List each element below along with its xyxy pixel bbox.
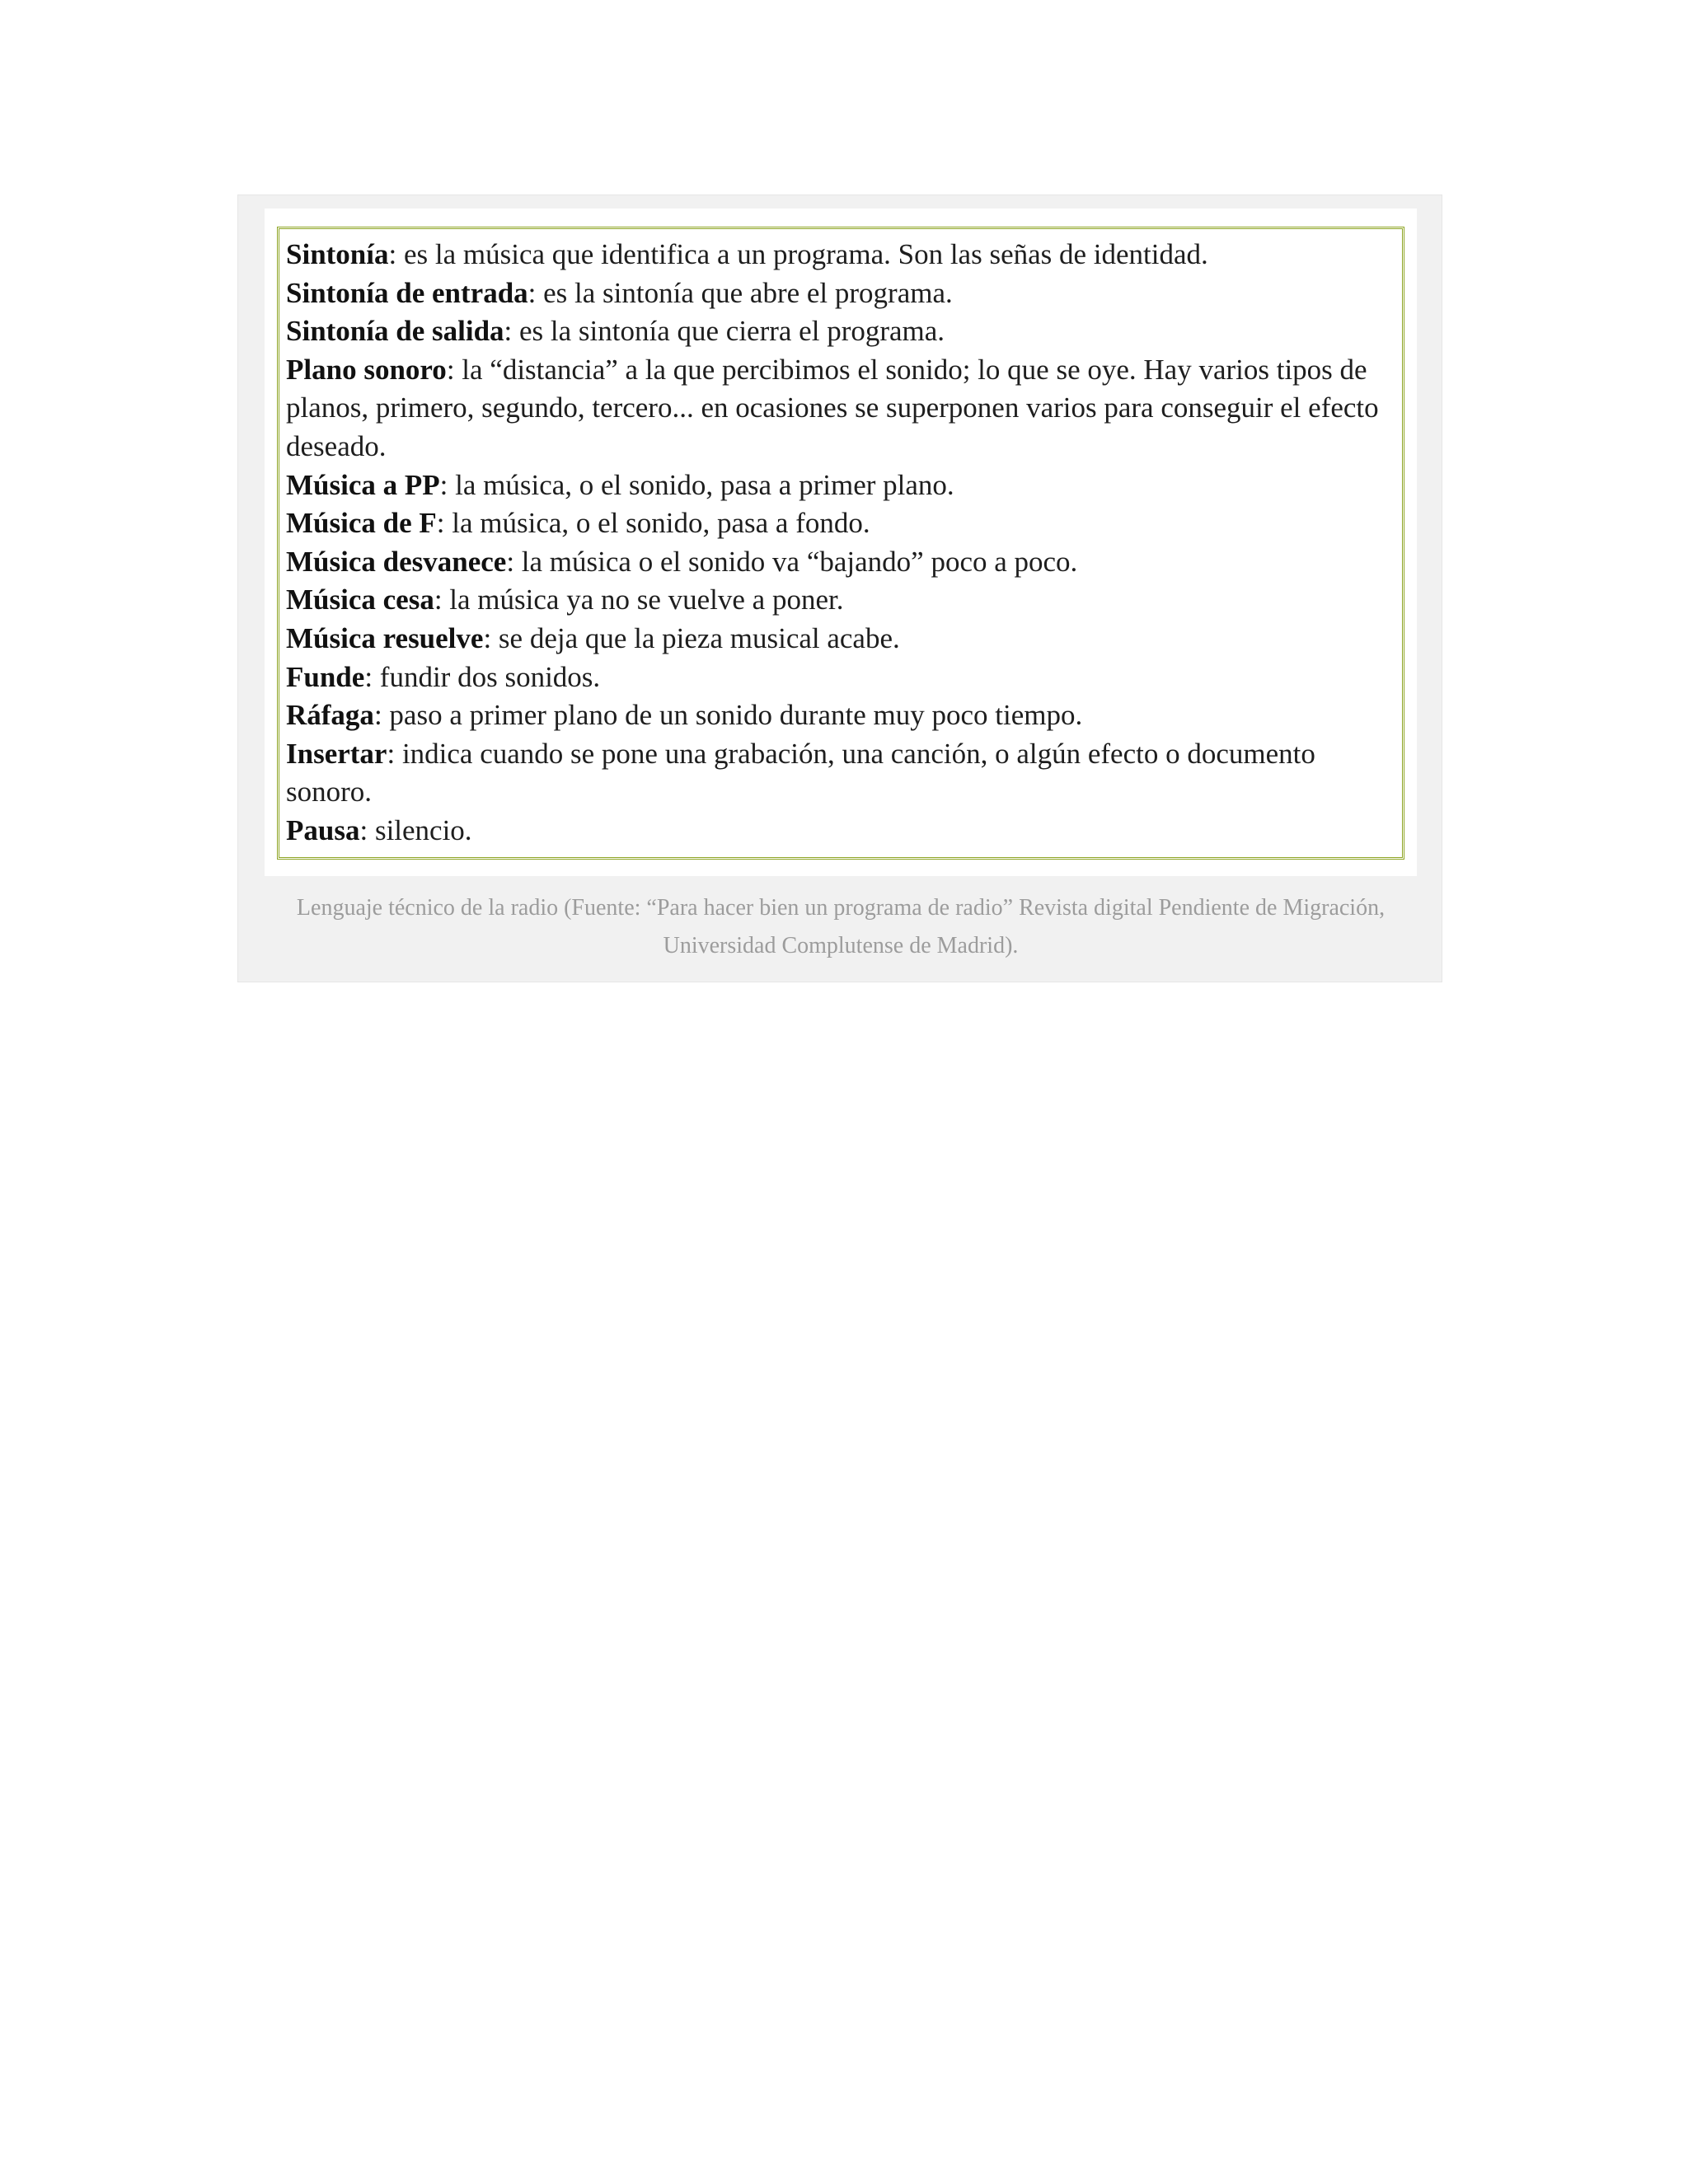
glossary-entry xyxy=(286,236,1395,274)
glossary-term: Música cesa xyxy=(286,583,434,616)
glossary-term: Sintonía de entrada xyxy=(286,276,528,309)
glossary-term: Plano sonoro xyxy=(286,353,447,386)
glossary-definition: : fundir dos sonidos. xyxy=(364,660,601,693)
glossary-definition: : paso a primer plano de un sonido durante muy poco tiempo. xyxy=(373,699,1083,732)
glossary-definition: : es la sintonía que abre el programa. xyxy=(528,276,953,309)
glossary-term: Música a PP xyxy=(286,468,440,501)
glossary-definition: : silencio. xyxy=(359,813,472,846)
glossary-definition: : la música o el sonido va “bajando” poco a poco. xyxy=(506,545,1078,578)
figure-image xyxy=(265,209,1417,876)
glossary-definition: : se deja que la pieza musical acabe. xyxy=(483,621,900,654)
glossary-definition: : es la sintonía que cierra el programa. xyxy=(504,315,945,348)
glossary-entry xyxy=(286,543,1395,582)
glossary-definition: : la “distancia” a la que percibimos el sonido; lo que se oye. Hay varios tipos de planos, primero, segundo, tercero... en ocasiones se superponen varios para conseguir el efecto deseado. xyxy=(286,353,1379,462)
glossary-definition: : es la música que identifica a un programa. Son las señas de identidad. xyxy=(388,238,1208,270)
glossary-term: Sintonía xyxy=(286,238,389,270)
glossary-definition: : la música ya no se vuelve a poner. xyxy=(434,583,844,616)
glossary-term: Sintonía de salida xyxy=(286,315,504,348)
glossary-entry xyxy=(286,812,1395,851)
glossary-entry xyxy=(286,581,1395,620)
glossary-entry xyxy=(286,696,1395,735)
glossary-definition: : la música, o el sonido, pasa a fondo. xyxy=(436,507,870,540)
glossary-box xyxy=(277,227,1404,860)
glossary-term: Pausa xyxy=(286,813,360,846)
glossary-term: Música resuelve xyxy=(286,621,484,654)
glossary-definition: : la música, o el sonido, pasa a primer plano. xyxy=(439,468,954,501)
glossary-term: Ráfaga xyxy=(286,699,374,732)
glossary-term: Funde xyxy=(286,660,365,693)
figure xyxy=(237,194,1442,982)
glossary-term: Música de F xyxy=(286,507,437,540)
figure-caption: Lenguaje técnico de la radio (Fuente: “Para hacer bien un programa de radio” Revista digital Pendiente de Migración, Universidad Complutense de Madrid). xyxy=(296,895,1386,958)
glossary-entry xyxy=(286,504,1395,543)
glossary-term: Música desvanece xyxy=(286,545,507,578)
glossary-term: Insertar xyxy=(286,737,387,770)
glossary-entry xyxy=(286,735,1395,812)
glossary-definition: : indica cuando se pone una grabación, una canción, o algún efecto o documento sonoro. xyxy=(286,737,1315,808)
glossary-entry xyxy=(286,274,1395,313)
glossary-entry xyxy=(286,312,1395,351)
glossary-entry xyxy=(286,351,1395,466)
glossary-entry xyxy=(286,620,1395,658)
glossary-entry xyxy=(286,658,1395,697)
glossary-entry xyxy=(286,466,1395,505)
